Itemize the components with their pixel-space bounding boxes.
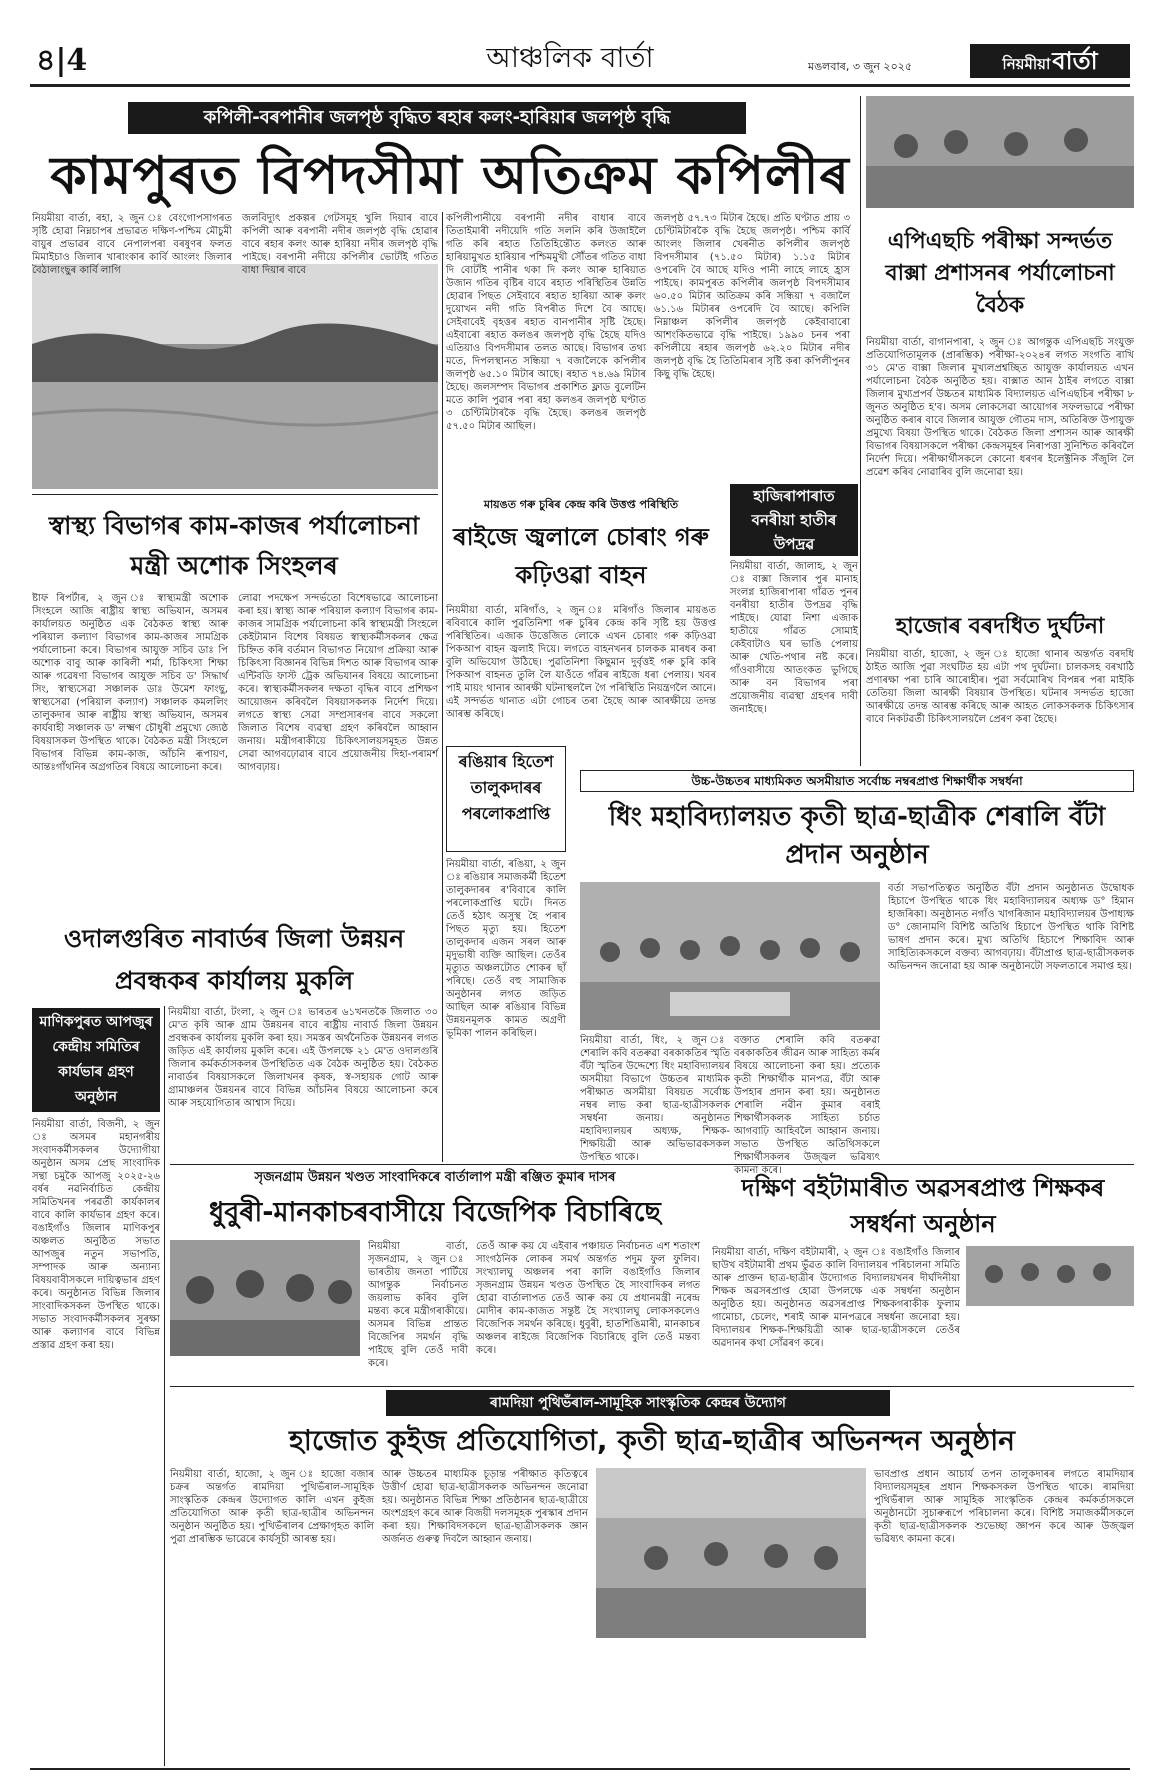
accident-body	[866, 648, 1134, 760]
divider-dhubri-top	[170, 1164, 1134, 1165]
dhubri-col-1-text: নিয়মীয়া বাৰ্তা, সৃজনগ্ৰাম, ২ জুন ঃ ভাৰতীয় জনতা পাৰ্টিয়ে আগন্তুক নিৰ্বাচনত জয়লাভ কৰিব বুলি মন্তব্য কৰে মন্ত্ৰীগৰাকীয়ে। অসমৰ বিভিন্ন প্ৰান্তত বিজেপিৰ সমৰ্থন বৃদ্ধি পাইছে বুলি তেওঁ দাবী কৰে।	[368, 1241, 468, 1369]
dhing-col-2	[734, 1034, 880, 1176]
health-col-2-text: লোৱা পদক্ষেপ সন্দৰ্ভতো বিশেষভাৱে আলোচনা কৰা হয়। স্বাস্থ্য আৰু পৰিয়াল কল্যাণ বিভাগৰ কাম-কাজৰ সামগ্ৰিক পৰ্যালোচনা কৰি স্বাস্থ্যমন্ত্ৰী সিংহলে কেইটামান বিশেষ বিষয়ত স্বাস্থ্যকৰ্মীসকলৰ ক্ষেত্ৰ চিহ্নিত কৰি বৰ্তমান বিভাগত নিয়োগ প্ৰক্ৰিয়া আৰু চিকিৎসা বিজ্ঞানৰ বিভিন্ন দিশত আৰু বিভাগৰ আৰু এন্টিবডি ফাস্ট ট্ৰেক অভিযানৰ বিষয়ে আলোচনা কৰে। স্বাস্থ্যকৰ্মীসকলৰ দক্ষতা বৃদ্ধিৰ বাবে প্ৰশিক্ষণ আয়োজন কৰিবলৈ বিষয়াসকলক নিৰ্দেশ দিয়ে। লগতে স্বাস্থ্য সেৱা সম্প্ৰসাৰণৰ বাবে সকলো জিলাত বিশেষ ব্যৱস্থা গ্ৰহণ কৰিবলৈ আহ্বান জনায়। মন্ত্ৰীগৰাকীয়ে চিকিৎসালয়সমূহত উন্নত সেৱা আগবঢ়োৱাৰ বাবে প্ৰয়োজনীয় দিহা-পৰামৰ্শ আগবঢ়ায়।	[238, 593, 438, 773]
page-number: ৪|4	[36, 43, 88, 78]
dhubri-headline: ধুবুৰী-মানকাচৰবাসীয়ে বিজেপিক বিচাৰিছে	[209, 1197, 661, 1228]
paper-logo	[970, 44, 1130, 78]
apsc-body	[866, 336, 1134, 602]
dhing-col-3-text: বৰ্তা সভাপতিত্বত অনুষ্ঠিত বঁটা প্ৰদান অনুষ্ঠানত উদ্বোধক হিচাপে উপস্থিত থাকে ধিং মহাবিদ্যালয়ৰ অধ্যক্ষ ড° হিমান হাজৰিকা। অনুষ্ঠানত নগাঁও খাগৰিজান মহাবিদ্যালয়ৰ উপাধ্যক্ষ ড° জোনামণি বিশিষ্ট অতিথি হিচাপে উপস্থিত থাকি বিশিষ্ট ভাষণ প্ৰদান কৰে। মুখ্য অতিথি হিচাপে শিক্ষাবিদ আৰু সাহিত্যিকসকলে বক্তব্য আগবঢ়ায়। বঁটাপ্ৰাপ্ত ছাত্ৰ-ছাত্ৰীসকলক অভিনন্দন জনোৱা হয় আৰু অনুষ্ঠানটো সফলতাৰে সমাপ্ত হয়।	[888, 883, 1134, 972]
lead-col-2	[242, 212, 438, 276]
elephant-body-text: নিয়মীয়া বাৰ্তা, জালাহ, ২ জুন ঃ বাক্সা জিলাৰ পুৰ মানাহ সংলগ্ন হাজিৰাপাৰা গাঁৱত পুনৰ বনৰীয়া হাতীৰ উপদ্ৰৱ বৃদ্ধি পাইছে। যোৱা নিশা এজাক হাতীয়ে গাঁৱত সোমাই কেইবাটাও ঘৰ ভাঙি পেলায় আৰু খেতি-পথাৰ নষ্ট কৰে। গাঁওবাসীয়ে আতংকত ভুগিছে আৰু বন বিভাগৰ পৰা প্ৰয়োজনীয় ব্যৱস্থা গ্ৰহণৰ দাবী জনাইছে।	[730, 561, 858, 715]
masthead	[0, 0, 1161, 88]
apsc-headline: এপিএছচি পৰীক্ষা সন্দৰ্ভত বাক্সা প্ৰশাসনৰ পৰ্যালোচনা বৈঠক	[885, 229, 1115, 318]
flood-river-photo	[32, 264, 438, 489]
quiz-kicker: ৰামদিয়া পুথিভঁৰাল-সামূহিক সাংস্কৃতিক কেন্দ্ৰৰ উদ্যোগ	[386, 1390, 890, 1416]
lead-col-1-text: নিয়মীয়া বাৰ্তা, ৰহা, ২ জুন ঃ বেংগোপসাগৰত সৃষ্টি হোৱা নিম্নচাপৰ প্ৰভাৱত দক্ষিণ-পশ্চিম মৌচুমী বায়ুৰ প্ৰভাৱৰ বাবে নেপালপৰা বৰষুণৰ ফলত মিমাইচাও জিলাৰ খাৰাংকাৰ কাৰ্বি আংলং জিলাৰ বৈঠালাংছুৰ কাৰ্বি লাগি	[32, 213, 232, 276]
section-title: আঞ্চলিক বাৰ্তা	[486, 41, 654, 74]
quiz-col-3	[874, 1468, 1134, 1758]
masthead-rule	[30, 84, 1130, 87]
quiz-col-1	[170, 1468, 374, 1758]
paper-name-part-b: বাৰ্তা	[1052, 47, 1098, 75]
stage-speaker-icon	[596, 1468, 866, 1638]
felicitation-group-icon	[966, 1246, 1134, 1306]
quiz-headline: হাজোত কুইজ প্ৰতিযোগিতা, কৃতী ছাত্ৰ-ছাত্ৰীৰ অভিনন্দন অনুষ্ঠান	[289, 1424, 1015, 1457]
quiz-stage-photo	[596, 1468, 866, 1638]
dhubri-kicker: সৃজনগ্ৰাম উন্নয়ন খণ্ডত সাংবাদিকৰে বাৰ্তালাপ মন্ত্ৰী ৰঞ্জিত কুমাৰ দাসৰ	[254, 1170, 616, 1185]
divider-col-right	[860, 96, 861, 766]
manikpur-headline: মাণিকপুৰত আপজুৰ কেন্দ্ৰীয় সমিতিৰ কাৰ্যভাৰ গ্ৰহণ অনুষ্ঠান	[32, 1008, 160, 1112]
apsc-body-text: নিয়মীয়া বাৰ্তা, বাগানপাৰা, ২ জুন ঃ আগন্তুক এপিএছচি সংযুক্ত প্ৰতিযোগিতামূলক (প্ৰাৰম্ভিক) পৰীক্ষা-২০২৪ৰ লগত সংগতি ৰাখি ৩১ মে'ত বাক্সা জিলাৰ মুখ্যলপ্ৰশ্বচ্ছিত আযুক্ত কাৰ্যালয়ত এখন পৰ্যালোচনা বৈঠক অনুষ্ঠিত হয়। বাক্সাত আন ঠাইৰ লগতে বাক্সা জিলাৰ মুখ্যপ্ৰপৰ্ব উচ্চতৰ মাধ্যমিক বিদ্যালয়ত এপিএছচিৰ পৰীক্ষা ৮ জুনত অনুষ্ঠিত হ'ব। অসম লোকসেৱা আয়োগৰ সফলভাৱে পৰীক্ষা অনুষ্ঠিত কৰাৰ বাবে জিলাৰ আযুক্ত গৌতম দাস, অতিৰিক্ত উপায়ুক্ত প্ৰমুখ্যে বিষয়া উপস্থিত থাকে। বৈঠকত জিলা প্ৰশাসন আৰু আৰক্ষী বিভাগৰ বিষয়াসকলে পৰীক্ষা কেন্দ্ৰসমূহৰ নিৰাপত্তা সুনিশ্চিত কৰিবলৈ নিৰ্দেশ দিয়ে। পৰীক্ষাৰ্থীসকলে কোনো ধৰণৰ ইলেক্ট্ৰনিক সঁজুলি লৈ প্ৰৱেশ কৰিব নোৱাৰিব বুলি জনোৱা হয়।	[866, 337, 1134, 478]
press-crowd-icon	[170, 1240, 360, 1356]
lead-col-4-text: জলপৃষ্ঠ ৫৭.৭৩ মিটাৰ হৈছে। প্ৰতি ঘণ্টাত প্ৰায় ৩ চেণ্টিমিটাৰকৈ বৃদ্ধি হৈছে জলপৃষ্ঠ। পশ্চিম কাৰ্বি আংলং জিলাৰ খেৰনীত কপিলীৰ জলপৃষ্ঠ বিপদসীমাৰ (৭১.৫০ মিটাৰ) ১.১৫ মিটাৰ ওপৰেদি বৈ আছে যদিও পানী লাহে লাহে হ্ৰাস পাইছে। কামপুৰত কপিলীৰ জলপৃষ্ঠ বিপদসীমাৰ ৬০.৫০ মিটাৰ অতিক্ৰম কৰি সন্ধিয়া ৭ বজালৈ ৬১.১৬ মিটাৰৰ ওপৰেদি বৈ আছে। কপিলি নিম্নাঞ্চল কপিলীৰ জলপৃষ্ঠ কেইবাবাৰো আশংকিতভাৱে বৃদ্ধি পাইছে। ১৯৯০ চনৰ পৰা কপিলীয়ে ৰহাৰ জলপৃষ্ঠ ৬২.২০ মিটাৰ নদীৰ জলপৃষ্ঠ বৃদ্ধি হৈ তিতিমিৰাৰ সৃষ্টি কৰা কপিলীপুনৰ কিছু বৃদ্ধি হৈছে।	[654, 213, 850, 380]
odalguri-headline: ওদালগুৰিত নাবাৰ্ডৰ জিলা উন্নয়ন প্ৰবন্ধকৰ কাৰ্যালয় মুকলি	[63, 924, 405, 995]
felicitation-photo	[966, 1246, 1134, 1306]
lead-col-4	[654, 212, 850, 492]
lead-col-3-text: কপিলীপানীয়ে বৰপানী নদীৰ বাধাৰ বাবে তিতাইমাৰী নদীয়েদি গতি সলনি কৰি উজাইলৈ গতি কৰি ৰহাত তিতিহিন্তৌত কলংত আৰু হাৰিয়ামুখত হাৰিয়াৰ পশ্চিমমুখী সৌঁতৰ গতিত বাধা দি বোটাঁই পানীৰ থকা দি কলং আৰু হাৰিয়াত উজান গতিৰ বৃষ্টিৰ বাবে ৰহাত পৰিস্থিতিৰ উন্নতি হোৱাৰ পিছত সেইবাবে ৰহাত হাৰিয়া আৰু কলং দুয়োখন নদী গতি বিপৰীত দিশে বৈ আছে। সেইবাবেই বৃহত্তৰ ৰহাত বানপানীৰ সৃষ্টি হৈছে। এইবাৰো ৰহাত কলঙৰ জলপৃষ্ঠ বৃদ্ধি হৈছে যদিও এতিয়াও বিপদসীমাৰ তলত আছে। বিভাগৰ তথ্য মতে, দিপলস্থানত সন্ধিয়া ৭ বজালৈকে কপিলীৰ জলপৃষ্ঠ ৬৫.১০ মিটাৰ আছে। ৰহাত ৭৪.৬৯ মিটাৰ হৈছে। জলসম্পদ বিভাগৰ প্ৰকাশিত ফ্লাড বুলেটিন মতে কালি পুৱাৰ পৰা ৰহা কলঙৰ জলপৃষ্ঠ ঘণ্টাত ৩ চেণ্টিমিটাৰকৈ বৃদ্ধি হৈছে। কলঙৰ জলপৃষ্ঠ ৫৭.৫০ মিটাৰ আছিল।	[446, 213, 646, 432]
baitamari-body-text: নিয়মীয়া বাৰ্তা, দক্ষিণ বইটামাৰী, ২ জুন ঃ বঙাইগাঁও জিলাৰ ছাউখ বইটামাৰী প্ৰথম ভুঁৱত কালি বিদ্যালয়ৰ পৰিচালনা সমিতি আৰু প্ৰাক্তন ছাত্ৰ-ছাত্ৰীৰ উদ্যোগত বিদ্যালয়খনৰ দীৰ্ঘদিনীয়া শিক্ষক অৱসৰপ্ৰাপ্ত হোৱা উপলক্ষে এক সম্বৰ্ধনা অনুষ্ঠান অনুষ্ঠিত হয়। অনুষ্ঠানত অৱসৰপ্ৰাপ্ত শিক্ষকগৰাকীক ফুলাম গামোচা, চেলেং, শৰাই আৰু মানপত্ৰৰে সম্বৰ্ধনা জনোৱা হয়। বিদ্যালয়ৰ শিক্ষক-শিক্ষয়িত্ৰী আৰু ছাত্ৰ-ছাত্ৰীসকলে তেওঁৰ অৱদানৰ কথা সোঁৱৰণ কৰে।	[712, 1247, 960, 1349]
meeting-photo	[866, 96, 1134, 208]
river-landscape-icon	[32, 264, 438, 489]
ranji-body-text: নিয়মীয়া বাৰ্তা, ৰঙিয়া, ২ জুন ঃ ৰঙিয়াৰ সমাজকৰ্মী হিতেশ তালুকদাৰৰ ৰ'বিবাৰে কালি পৰলোকপ্ৰাপ্তি ঘটে। দিনত তেওঁ হঠাৎ অসুস্থ হৈ পৰাৰ পিছত মৃত্যু হয়। হিতেশ তালুকদাৰ এজন সৰল আৰু মৃদুভাষী ব্যক্তি আছিল। তেওঁৰ মৃত্যুত অঞ্চলটোত শোকৰ ছাঁ পৰিছে। তেওঁ বহু সামাজিক অনুষ্ঠানৰ লগত জড়িত আছিল আৰু ৰঙিয়াৰ বিভিন্ন উন্নয়নমূলক কামত অগ্ৰণী ভূমিকা পালন কৰিছিল।	[446, 859, 566, 1039]
manikpur-body	[32, 1118, 160, 1768]
ranji-body	[446, 858, 566, 1102]
dhing-col-1	[580, 1034, 730, 1164]
lead-headline: কামপুৰত বিপদসীমা অতিক্ৰম কপিলীৰ	[50, 146, 850, 206]
cow-body	[446, 604, 716, 734]
health-headline: স্বাস্থ্য বিভাগৰ কাম-কাজৰ পৰ্যালোচনা মন্ত্ৰী অশোক সিংহলৰ	[48, 511, 420, 580]
cow-body-text: নিয়মীয়া বাৰ্তা, মৰিগাঁও, ২ জুন ঃ মৰিগাঁও জিলাৰ মায়ঙত ৰবিবাৰে কালি পুৱতিনিশা গৰু চুৰিৰ কেন্দ্ৰ কৰি সৃষ্টি হয় উত্তপ্ত পৰিস্থিতিৰ। এজাক উত্তেজিত লোকে এখন চোৰাং গৰু কঢ়িওৱা পিকআপ বাহন জ্বলাই দিয়ে। লগতে বাহনখনৰ চালকক মাৰধৰ কৰা বুলি অভিযোগ উঠিছে। পুৱতিনিশা কিছুমান দুৰ্বৃত্তই গৰু চুৰি কৰি পিকআপ বাহনত তুলি লৈ যাওঁতে গাঁৱৰ ৰাইজে ধৰা পেলায়। খবৰ পাই মায়ং থানাৰ আৰক্ষী ঘটনাস্থললৈ গৈ পৰিস্থিতি নিয়ন্ত্ৰণলৈ আনে। এই সন্দৰ্ভত থানাত এটা গোচৰ তৰা হৈছে আৰু আৰক্ষীয়ে তদন্ত আৰম্ভ কৰিছে।	[446, 605, 716, 720]
quiz-col-3-text: ভাবপ্ৰাপ্ত প্ৰধান আচাৰ্য তপন তালুকদাৰৰ লগতে ৰামদিয়াৰ বিদ্যালয়সমূহৰ প্ৰধান শিক্ষকসকল উপস্থিত থাকে। ৰামদিয়া পুথিভঁৰাল আৰু সামূহিক সাংস্কৃতিক কেন্দ্ৰৰ কৰ্মকৰ্তাসকলে অনুষ্ঠানটো সুচাৰুৰূপে পৰিচালনা কৰে। বিশিষ্ট সমাজকৰ্মীসকলে কৃতী ছাত্ৰ-ছাত্ৰীসকলক শুভেচ্ছা জ্ঞাপন কৰে আৰু উজ্জ্বল ভৱিষ্যৎ কামনা কৰে।	[874, 1469, 1134, 1545]
dhubri-col-2-text: তেওঁ আৰু কয় যে এইবাৰ পঞ্চায়ত নিৰ্বাচনত এশ শতাংশ সাংগঠনিক লোকৰ সমৰ্থ অন্তৰ্গত পদুম ফুল ফুলিব। সংখ্যালঘু অঞ্চলৰ পৰা কালি বঙাইগাঁও জিলাৰ সৃজনগ্ৰাম উন্নয়ন খণ্ডত উপস্থিত হৈ সাংবাদিকৰ লগত হোৱা বাৰ্তালাপত তেওঁ আৰু কয় যে প্ৰধানমন্ত্ৰী নৰেন্দ্ৰ মোদীৰ কাম-কাজত সন্তুষ্ট হৈ সংখ্যালঘু লোকসকলেও বিজেপিক সমৰ্থন কৰিছে। ধুবুৰী, হাতশিঙিমাৰী, মানকাচৰ অঞ্চলৰ ৰাইজে বিজেপিক বিচাৰিছে বুলি তেওঁ মন্তব্য কৰে।	[476, 1241, 700, 1356]
accident-body-text: নিয়মীয়া বাৰ্তা, হাজো, ২ জুন ঃ হাজো থানাৰ অন্তৰ্গত বৰদধি ঠাইত আজি পুৱা সংঘটিত হয় এটা পথ দুৰ্ঘটনা। চালকসহ বৰখাঠি প্ৰণাৰক্ষা পৰা চাৰি আৰোহীৰ। পুৱা সৰ্বমোৰিখ বিপন্নৰ পৰা মাইকি তেতিয়া জিলা আৰক্ষী বিষয়াৰ উপস্থিত। ঘটনাৰ সন্দৰ্ভত হাজো আৰক্ষীয়ে তদন্ত আৰম্ভ কৰিছে আৰু আহত লোকসকলক চিকিৎসাৰ বাবে নিকটৱৰ্তী চিকিৎসালয়লৈ প্ৰেৰণ কৰা হৈছে।	[866, 649, 1134, 725]
divider-col-left	[442, 212, 443, 1162]
dhing-headline: ধিং মহাবিদ্যালয়ত কৃতী ছাত্ৰ-ছাত্ৰীক শেৰালি বঁটা প্ৰদান অনুষ্ঠান	[608, 802, 1106, 870]
cow-kicker: মায়ঙত গৰু চুৰিৰ কেন্দ্ৰ কৰি উত্তপ্ত পৰিস্থিতি	[483, 498, 679, 511]
cow-headline: ৰাইজে জ্বলালে চোৰাং গৰু কঢ়িওৱা বাহন	[453, 523, 709, 589]
lead-col-1	[32, 212, 232, 276]
press-meet-photo	[170, 1240, 360, 1356]
odalguri-body	[168, 1006, 438, 1158]
lead-col-2-text: জলবিদ্যুৎ প্ৰকল্পৰ গেটসমূহ খুলি দিয়াৰ বাবে কপিলী আৰু বৰপানী নদীৰ জলপৃষ্ঠ বৃদ্ধি হোৱাৰ বাবে ৰহাৰ কলং আৰু হাৰিয়া নদীৰ জলপৃষ্ঠ বৃদ্ধি পাইছে। বৰপানী নদীয়ে কপিলীৰ ভোটাঁই গতিত বাধা দিয়াৰ বাবে	[242, 213, 438, 276]
baitamari-body	[712, 1246, 960, 1386]
ranji-headline: ৰঙিয়াৰ হিতেশ তালুকদাৰৰ পৰলোকপ্ৰাপ্তি	[446, 746, 566, 852]
page-bottom-rule	[30, 1768, 1130, 1770]
divider-vertical-manikpur	[164, 1006, 165, 1766]
paper-name-part-a: নিয়মীয়া	[1002, 55, 1051, 73]
dhing-col-1-text: নিয়মীয়া বাৰ্তা, ধিং, ২ জুন ঃ শেৰালি কবি বতৰুৱা বৰকাকতিৰ স্মৃতি বঁটা স্মৃতিৰ উদ্দেশ্যে ধিং মহাবিদ্যালয়ৰ অসমীয়া বিভাগে উচ্চতৰ মাধ্যমিক পৰীক্ষাত অসমীয়া বিষয়ত সৰ্বোচ্চ নম্বৰ লাভ কৰা ছাত্ৰ-ছাত্ৰীসকলক সম্বৰ্ধনা জনায়। অনুষ্ঠানত মহাবিদ্যালয়ৰ অধ্যক্ষ, শিক্ষক-শিক্ষয়িত্ৰী আৰু অভিভাৱকসকল উপস্থিত থাকে।	[580, 1035, 730, 1163]
dhubri-col-1	[368, 1240, 468, 1369]
meeting-people-icon	[866, 96, 1134, 208]
health-col-1	[32, 592, 228, 914]
quiz-col-2	[382, 1468, 588, 1758]
divider-quiz-top	[170, 1386, 1134, 1387]
elephant-body	[730, 560, 858, 736]
dhing-award-photo	[580, 882, 880, 1030]
health-col-1-text: ষ্টাফ ৰিপৰ্টাৰ, ২ জুন ঃ স্বাস্থ্যমন্ত্ৰী অশোক সিংহলে আজি ৰাষ্ট্ৰীয় স্বাস্থ্য অভিযান, অসমৰ কাৰ্যালয়ত অনুষ্ঠিত এক বৈঠকত স্বাস্থ্য আৰু পৰিয়াল কল্যাণ বিভাগৰ কাম-কাজৰ সামগ্ৰিক পৰ্যালোচনা কৰে। বিভাগৰ আযুক্ত সচিব ডাঃ পি অশোক বাবু আৰু কাৰিলী শৰ্মা, চিকিৎসা শিক্ষা আৰু গৱেষণা বিভাগৰ আযুক্ত সচিব ড' সিদ্ধাৰ্থ সিং, স্বাস্থ্যসেৱা সঞ্চালক ডাঃ উমেশ ফাংছু, স্বাস্থ্যসেৱা (পৰিয়াল কল্যাণ) সঞ্চালক কমললিং তালুকদাৰ আৰু ৰাষ্ট্ৰীয় স্বাস্থ্য অভিযান, অসমৰ কাৰ্যবাহী সঞ্চালক ড' লক্ষ্মণ চৌধুৰী প্ৰমুখ্যে জ্যেষ্ঠ বিষয়াসকল উপস্থিত থাকে। বৈঠকত মন্ত্ৰী সিংহলে বিভাগৰ বিভিন্ন কাম-কাজ, আঁচনি ৰূপায়ণ, আন্তঃগাঁথনিৰ অগ্ৰগতিৰ বিষয়ে আলোচনা কৰে।	[32, 593, 228, 773]
award-group-icon	[580, 882, 880, 1030]
lead-col-3	[446, 212, 646, 492]
dhing-col-2-text: বক্তাত শেৰালি কবি বতৰুৱা বৰকাকতিৰ জীৱন আৰু সাহিত্য কৰ্মৰ বিষয়ে আলোচনা কৰা হয়। প্ৰত্যেক কৃতী শিক্ষাৰ্থীক মানপত্ৰ, বঁটা আৰু উপহাৰ প্ৰদান কৰা হয়। অনুষ্ঠানত শেৰালি নৱীন কুমাৰ বৰাই শিক্ষাৰ্থীসকলক সাহিত্য চৰ্চাত আগবাঢ়ি আহিবলৈ আহ্বান জনায়। সভাত উপস্থিত অতিথিসকলে শিক্ষাৰ্থীসকলৰ উজ্জ্বল ভৱিষ্যৎ কামনা কৰে।	[734, 1035, 880, 1176]
odalguri-body-text: নিয়মীয়া বাৰ্তা, টংলা, ২ জুন ঃ ভাৰতৰ ৬১খনতকৈ জিলাত ৩০ মে'ত কৃষি আৰু গ্ৰাম উন্নয়নৰ বাবে ৰাষ্ট্ৰীয় নাবাৰ্ড জিলা উন্নয়ন প্ৰবন্ধকৰ কাৰ্যালয় মুকলি কৰা হয়। সমস্তৰ অৰ্থনৈতিক উন্নয়নৰ লগত জড়িত এই কাৰ্যালয় মুকলি কৰে। এই উপলক্ষে ২১ মে'ত ওদালগুৰি জিলাৰ কৰ্মকৰ্তাসকলৰ উপস্থিতিত এক বৈঠক অনুষ্ঠিত হয়। বৈঠকত নাবাৰ্ডৰ বিষয়াসকলে জিলাখনৰ কৃষক, স্ব-সহায়ক গোট আৰু গ্ৰামাঞ্চলৰ উন্নয়নৰ বাবে বিভিন্ন আঁচনিৰ বিষয়ে আলোচনা কৰে আৰু সহযোগিতাৰ আশ্বাস দিয়ে।	[168, 1007, 438, 1109]
lead-kicker: কপিলী-বৰপানীৰ জলপৃষ্ঠ বৃদ্ধিত ৰহাৰ কলং-হাৰিয়াৰ জলপৃষ্ঠ বৃদ্ধি	[128, 102, 746, 134]
quiz-col-1-text: নিয়মীয়া বাৰ্তা, হাজো, ২ জুন ঃ হাজো বজাৰ চক্ৰৰ অন্তৰ্গত ৰামদিয়া পুথিভঁৰাল-সামূহিক সাংস্কৃতিক কেন্দ্ৰৰ উদ্যোগত কালি এখন কুইজ প্ৰতিযোগিতা আৰু কৃতী ছাত্ৰ-ছাত্ৰীৰ অভিনন্দন অনুষ্ঠান অনুষ্ঠিত হয়। পুথিভঁৰালৰ প্ৰেক্ষাগৃহত কালি পুৱা প্ৰাৰম্ভিক ভাৱেৰে কাৰ্যসূচী আৰম্ভ হয়।	[170, 1469, 374, 1545]
dhing-kicker: উচ্চ-উচ্চতৰ মাধ্যমিকত অসমীয়াত সৰ্বোচ্চ নম্বৰপ্ৰাপ্ত শিক্ষাৰ্থীক সম্বৰ্ধনা	[580, 770, 1134, 792]
issue-date: মঙলবাৰ, ৩ জুন ২০২৫	[808, 60, 913, 73]
accident-headline: হাজোৰ বৰদধিত দুৰ্ঘটনা	[895, 614, 1105, 639]
health-col-2	[238, 592, 438, 914]
quiz-col-2-text: আৰু উচ্চতৰ মাধ্যমিক চূড়ান্ত পৰীক্ষাত কৃতিত্বৰে উত্তীৰ্ণ হোৱা ছাত্ৰ-ছাত্ৰীসকলক অভিনন্দন জনোৱা হয়। অনুষ্ঠানত বিভিন্ন শিক্ষা প্ৰতিষ্ঠানৰ ছাত্ৰ-ছাত্ৰীয়ে অংশগ্ৰহণ কৰে আৰু বিজয়ী দলসমূহক পুৰস্কাৰ প্ৰদান কৰা হয়। শিক্ষাবিদসকলে ছাত্ৰ-ছাত্ৰীসকলক জ্ঞান অৰ্জনত গুৰুত্ব দিবলৈ আহ্বান জনায়।	[382, 1469, 588, 1545]
manikpur-body-text: নিয়মীয়া বাৰ্তা, বিজনী, ২ জুন ঃ অসমৰ মহানগৰীয় সংবাদকৰ্মীসকলৰ উদ্যোগীয়া অনুষ্ঠান অসম প্ৰেছ সাংবাদিক সন্থা চমুকৈ আপজু ২০২৫-২৬ বৰ্ষৰ নৱনিৰ্বাচিত কেন্দ্ৰীয় সমিতিখনৰ পৰৱৰ্তী কাৰ্যকালৰ বাবে কালি কাৰ্যভাৰ গ্ৰহণ কৰে। বঙাইগাঁও জিলাৰ মাণিকপুৰ অঞ্চলত অনুষ্ঠিত সভাত আপজুৰ নতুন সভাপতি, সম্পাদক আৰু অন্যান্য বিষয়বাবীসকলে দায়িত্বভাৰ গ্ৰহণ কৰে। অনুষ্ঠানত বিভিন্ন জিলাৰ সাংবাদিকসকল উপস্থিত থাকে। সভাত সংবাদকৰ্মীসকলৰ সুৰক্ষা আৰু কল্যাণৰ বাবে বিভিন্ন প্ৰস্তাৱ গ্ৰহণ কৰা হয়।	[32, 1119, 160, 1351]
divider-lead-bottom	[32, 494, 438, 495]
elephant-headline: হাজিৰাপাৰাত বনৰীয়া হাতীৰ উপদ্ৰৱ	[730, 484, 858, 556]
dhing-col-3	[888, 882, 1134, 1164]
baitamari-headline: দক্ষিণ বইটামাৰীত অৱসৰপ্ৰাপ্ত শিক্ষকৰ সম্বৰ্ধনা অনুষ্ঠান	[741, 1174, 1105, 1238]
dhubri-col-2	[476, 1240, 700, 1384]
